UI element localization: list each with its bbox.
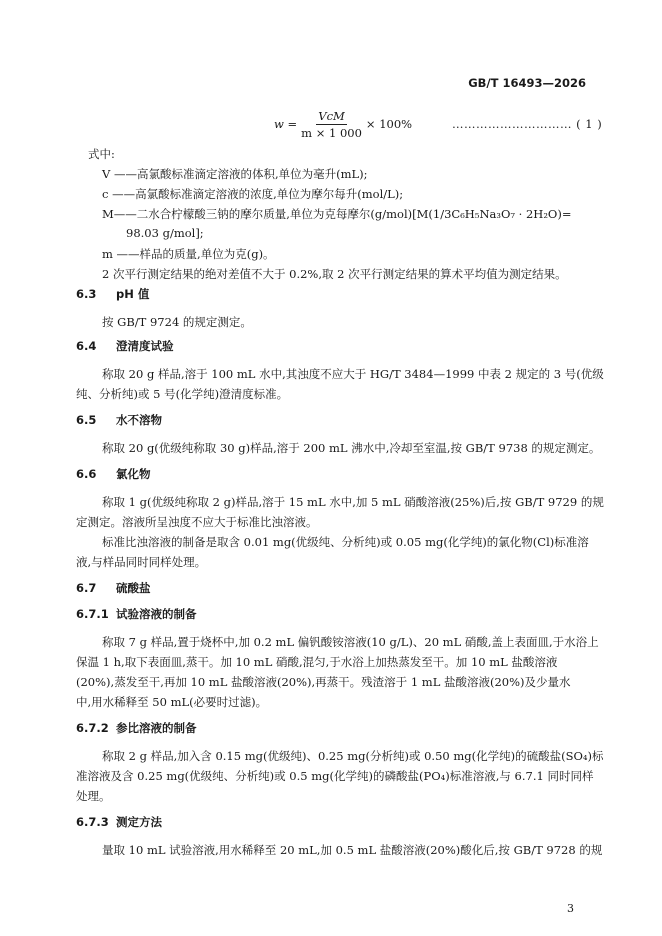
definition-M-cont: 98.03 g/mol]; xyxy=(126,226,204,240)
section-6-7-2-heading: 6.7.2 参比溶液的制备 xyxy=(76,721,197,735)
section-6-7-3-line-1: 量取 10 mL 试验溶液,用水稀释至 20 mL,加 0.5 mL 盐酸溶液(20%)酸化后,按 GB/T 9728 的规 xyxy=(102,843,603,857)
section-6-7-heading: 6.7 硫酸盐 xyxy=(76,581,151,595)
section-6-3-text: 按 GB/T 9724 的规定测定。 xyxy=(102,315,252,329)
section-6-7-2-line-2: 准溶液及含 0.25 mg(优级纯、分析纯)或 0.5 mg(化学纯)的磷酸盐(PO₄)标准溶液,与 6.7.1 同时同样 xyxy=(76,769,594,783)
section-6-6-line-2: 定测定。溶液所呈浊度不应大于标准比浊溶液。 xyxy=(76,515,318,529)
section-6-5-heading: 6.5 水不溶物 xyxy=(76,413,162,427)
section-6-7-2-line-3: 处理。 xyxy=(76,789,111,803)
section-6-6-line-1: 称取 1 g(优级纯称取 2 g)样品,溶于 15 mL 水中,加 5 mL 硝酸溶液(25%)后,按 GB/T 9729 的规 xyxy=(102,495,604,509)
section-6-7-1-line-2: 保温 1 h,取下表面皿,蒸干。加 10 mL 硝酸,混匀,于水浴上加热蒸发至干。加 10 mL 盐酸溶液 xyxy=(76,655,558,669)
repeatability-text: 2 次平行测定结果的绝对差值不大于 0.2%,取 2 次平行测定结果的算术平均值为测定结果。 xyxy=(102,267,567,281)
section-6-6-heading: 6.6 氯化物 xyxy=(76,467,151,481)
section-6-4-line-1: 称取 20 g 样品,溶于 100 mL 水中,其浊度不应大于 HG/T 3484—1999 中表 2 规定的 3 号(优级 xyxy=(102,367,604,381)
formula-rhs: × 100% xyxy=(365,117,413,131)
formula-1 xyxy=(274,108,412,140)
standard-number: GB/T 16493—2026 xyxy=(468,76,586,90)
equation-number: ………………………… ( 1 ) xyxy=(452,117,603,131)
section-6-4-line-2: 纯、分析纯)或 5 号(化学纯)澄清度标准。 xyxy=(76,387,289,401)
page-number: 3 xyxy=(567,902,574,915)
section-6-7-1-line-4: 中,用水稀释至 50 mL(必要时过滤)。 xyxy=(76,695,268,709)
section-6-3-heading: 6.3 pH 值 xyxy=(76,287,150,301)
section-6-7-1-line-3: (20%),蒸发至干,再加 10 mL 盐酸溶液(20%),再蒸干。残渣溶于 1 mL 盐酸溶液(20%)及少量水 xyxy=(76,675,571,689)
definition-m: m ——样品的质量,单位为克(g)。 xyxy=(102,247,275,261)
formula-lhs: w = xyxy=(274,117,298,131)
section-6-6-line-3: 标准比浊溶液的制备是取含 0.01 mg(优级纯、分析纯)或 0.05 mg(化学纯)的氯化物(Cl)标准溶 xyxy=(102,535,589,549)
section-6-7-1-line-1: 称取 7 g 样品,置于烧杯中,加 0.2 mL 偏钒酸铵溶液(10 g/L)、20 mL 硝酸,盖上表面皿,于水浴上 xyxy=(102,635,599,649)
section-6-7-2-line-1: 称取 2 g 样品,加入含 0.15 mg(优级纯)、0.25 mg(分析纯)或 0.50 mg(化学纯)的硫酸盐(SO₄)标 xyxy=(102,749,604,763)
section-6-6-line-4: 液,与样品同时同样处理。 xyxy=(76,555,207,569)
definition-c: c ——高氯酸标准滴定溶液的浓度,单位为摩尔每升(mol/L); xyxy=(102,187,404,201)
formula-numerator: VcM xyxy=(318,108,345,123)
definition-v: V ——高氯酸标准滴定溶液的体积,单位为毫升(mL); xyxy=(102,167,368,181)
formula-denominator: m × 1 000 xyxy=(301,125,362,140)
section-6-7-3-heading: 6.7.3 测定方法 xyxy=(76,815,162,829)
section-6-4-heading: 6.4 澄清度试验 xyxy=(76,339,174,353)
formula-fraction xyxy=(301,109,362,140)
section-6-5-text: 称取 20 g(优级纯称取 30 g)样品,溶于 200 mL 沸水中,冷却至室温,按 GB/T 9738 的规定测定。 xyxy=(102,441,601,455)
section-6-7-1-heading: 6.7.1 试验溶液的制备 xyxy=(76,607,197,621)
definition-M: M——二水合柠檬酸三钠的摩尔质量,单位为克每摩尔(g/mol)[M(1/3C₆H₅Na₃O₇ · 2H₂O)= xyxy=(102,207,572,221)
definitions-intro: 式中: xyxy=(88,147,115,161)
